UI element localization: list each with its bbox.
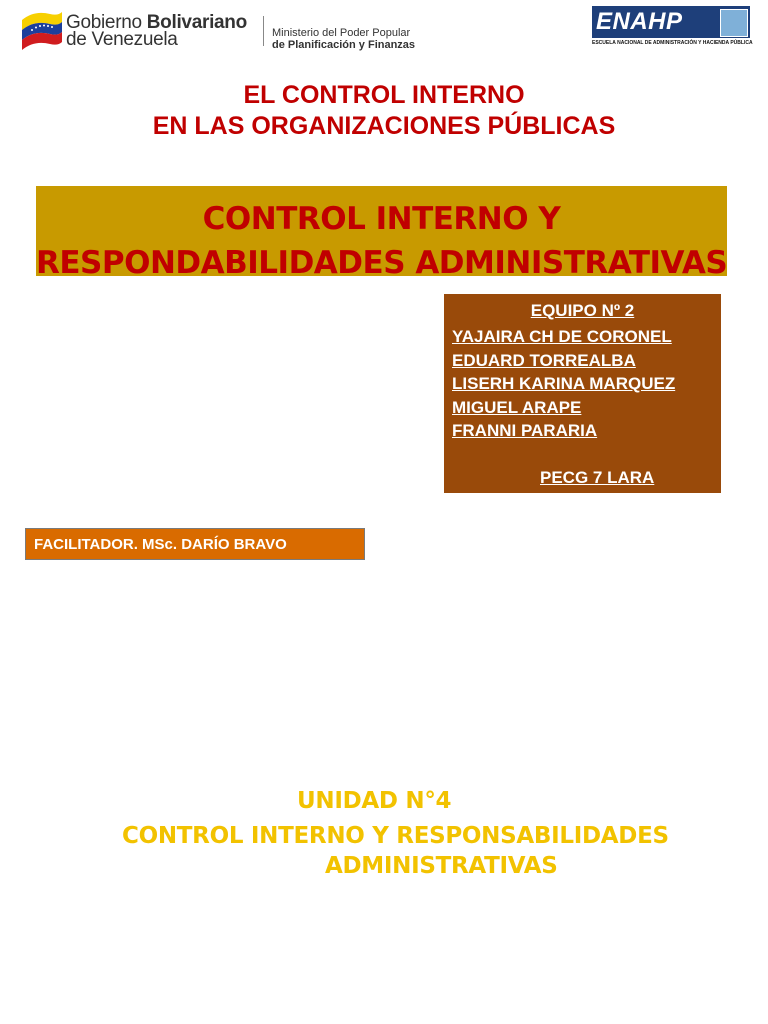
unit-title-line2: ADMINISTRATIVAS — [325, 853, 558, 879]
team-box — [444, 294, 721, 493]
unit-number: UNIDAD N°4 — [297, 788, 452, 814]
topic-banner-line2: RESPONDABILIDADES ADMINISTRATIVAS — [36, 245, 728, 281]
topic-banner-text — [36, 197, 727, 285]
team-member: MIGUEL ARAPE — [452, 397, 582, 417]
topic-banner-line1: CONTROL INTERNO Y — [202, 201, 561, 237]
team-member-list — [452, 325, 675, 443]
gov-logo-line2: de Venezuela — [66, 29, 178, 50]
ministry-line2: de Planificación y Finanzas — [272, 39, 416, 51]
enahp-logo — [592, 6, 753, 48]
gobierno-bolivariano-logo — [20, 6, 430, 50]
enahp-wordmark: ENAHP — [596, 8, 683, 35]
unit-title-line1: CONTROL INTERNO Y RESPONSABILIDADES — [122, 823, 669, 849]
team-member: LISERH KARINA MARQUEZ — [452, 374, 676, 393]
team-member: EDUARD TORREALBA — [452, 350, 636, 370]
gov-logo-line1: Gobierno Bolivariano — [66, 12, 247, 33]
facilitator-badge — [25, 528, 365, 560]
team-member: YAJAIRA CH DE CORONEL — [452, 327, 672, 346]
ministry-line1: Ministerio del Poder Popular — [272, 27, 411, 39]
enahp-subtitle: ESCUELA NACIONAL DE ADMINISTRACIÓN Y HACIENDA PÚBLICA — [592, 40, 753, 46]
team-group-label: PECG 7 LARA — [540, 468, 655, 487]
page-title-line2: EN LAS ORGANIZACIONES PÚBLICAS — [152, 112, 616, 140]
logo-divider — [263, 16, 264, 46]
enahp-emblem-icon — [720, 9, 748, 37]
page-title — [0, 80, 768, 142]
venezuela-flag-icon — [20, 6, 64, 50]
facilitator-label: FACILITADOR. MSc. DARÍO BRAVO — [34, 536, 287, 553]
team-member: FRANNI PARARIA — [452, 421, 598, 440]
page-title-line1: EL CONTROL INTERNO — [243, 81, 525, 109]
enahp-logo-box — [592, 6, 750, 38]
team-title: EQUIPO Nº 2 — [530, 301, 635, 320]
